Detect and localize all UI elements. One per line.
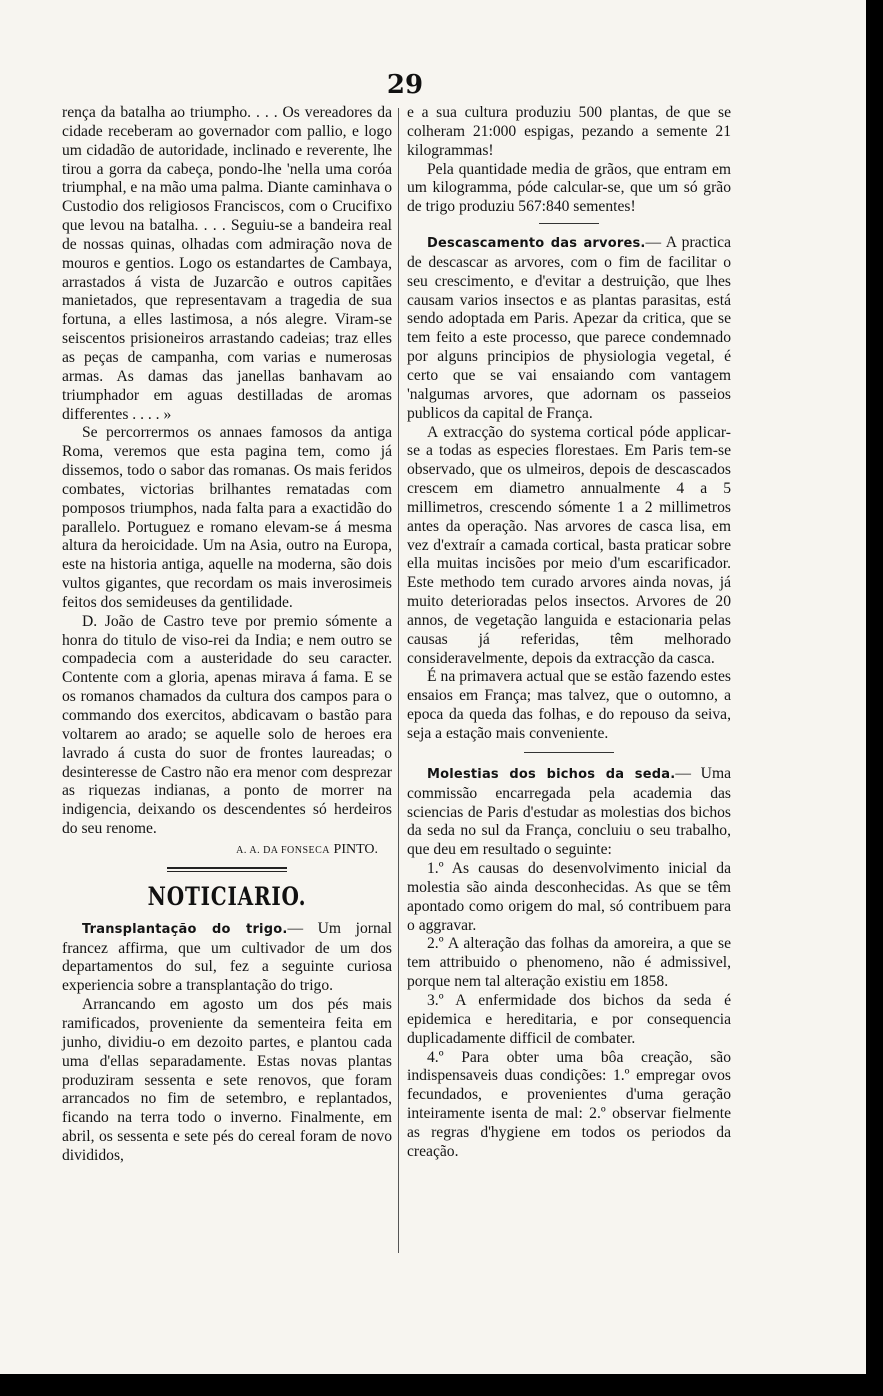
right-column bbox=[407, 104, 731, 1162]
paragraph: e a sua cultura produziu 500 plantas, de que se colheram 21:000 espigas, pezando a semente 21 kilogrammas! bbox=[407, 104, 731, 159]
short-rule-divider bbox=[539, 223, 599, 224]
left-column bbox=[62, 104, 392, 1166]
list-item: 2.º A alteração das folhas da amoreira, a que se tem attribuido o phenomeno, não é admissivel, porque nem tal alteração existiu em 1858. bbox=[407, 935, 731, 991]
paragraph: Pela quantidade media de grãos, que entram em um kilogramma, póde calcular-se, que um só grão de trigo produziu 567:840 sementes! bbox=[407, 160, 731, 216]
article-lead: — A practica de descascar as arvores, com o fim de facilitar o seu crescimento, e d'evitar a destruição, que lhes causam varios insectos e as plantas parasitas, está sendo adoptada em Paris. Apezar da critica, que se tem feito a este processo, que parece condemnado por alguns principios de physiologia vegetal, é certo que se vai ensaiando com vantagem 'nalgumas arvores, que adornam os passeios publicos da capital de França. bbox=[407, 234, 731, 422]
article-descascamento bbox=[407, 234, 731, 423]
paragraph: D. João de Castro teve por premio sómente a honra do titulo de viso-rei da India; e nem outro se compadecia com a austeridade do seu caracter. Contente com a gloria, apenas mirava á fama. E se os romanos chamados da cultura dos campos para o commando dos exercitos, abdicavam o bastão para voltarem ao arado; se aquelle solo de heroes era lavrado á custa do suor de frontes laureadas; o desinteresse de Castro não era menor com desprezar as riquezas indianas, a ponto de morrer na indigencia, deixando os descendentes só herdeiros do seu renome. bbox=[62, 612, 392, 838]
list-item: 1.º As causas do desenvolvimento inicial da molestia são ainda desconhecidas. As que se têm apontado como origem do mal, só contribuem para o aggravar. bbox=[407, 860, 731, 934]
paragraph: A extracção do systema cortical póde applicar-se a todas as especies florestaes. Em Paris tem-se observado, que os ulmeiros, depois de descascados crescem em diametro annualmente 4 a 5 millimetros, crescendo sómente 1 a 2 millimetros antes da operação. Nas arvores de casca lisa, em vez d'extraír a camada cortical, basta praticar sobre ella muitas incisões por meio d'um escarificador. Este methodo tem curado arvores ainda novas, já muito deterioradas pelos insectos. Arvores de 20 annos, de vegetação languida e estacionaria pelas causas já referidas, têm melhorado consideravelmente, depois da extracção da casca. bbox=[407, 423, 731, 667]
list-item: 3.º A enfermidade dos bichos da seda é epidemica e hereditaria, e por consequencia duplicadamente difficil de combater. bbox=[407, 991, 731, 1047]
signature-name: PINTO. bbox=[333, 841, 378, 857]
paragraph: Se percorrermos os annaes famosos da antiga Roma, veremos que esta pagina tem, como já dissemos, todo o sabor das romanas. Os mais feridos combates, victorias brilhantes rematadas com pomposos triumphos, nada falta para a exactidão do parallelo. Portuguez e romano elevam-se á mesma altura da heroicidade. Um na Asia, outro na Europa, este na historia antiga, aquelle na moderna, são dois vultos gigantes, que recordam os mais inverosimeis feitos dos semideuses da gentilidade. bbox=[62, 424, 392, 611]
article-title: Transplantação do trigo. bbox=[82, 921, 288, 937]
column-rule bbox=[398, 108, 399, 1253]
paragraph: É na primavera actual que se estão fazendo estes ensaios em França; mas talvez, que o outomno, a epoca da queda das folhas, e do repouso da seiva, seja a estação mais conveniente. bbox=[407, 668, 731, 742]
author-signature bbox=[62, 841, 378, 861]
paragraph: rença da batalha ao triumpho. . . . Os vereadores da cidade receberam ao governador com pallio, e logo um cidadão de autoridade, inclinado e reverente, lhe tirou a gorra da cabeça, pondo-lhe 'nella uma coróa triumphal, e na mão uma palma. Diante caminhava o Custodio dos religiosos Franciscos, com o Crucifixo que levou na batalha. . . . Seguiu-se a bandeira real de nossas quinas, olhadas com admiração nova de mouros e gentios. Logo os estandartes de Cambaya, arrastados á vista de Juzarcão e outros capitães manietados, que representavam a tragedia de sua fortuna, a elles lastimosa, a nós alegre. Viram-se seiscentos prisioneiros arrastando cadeias; traz elles as peças de campanha, com varias e numerosas armas. As damas das janellas banhavam ao triumphador em aguas destilladas de aromas differentes . . . . » bbox=[62, 104, 392, 423]
signature-initials: A. A. DA FONSECA bbox=[236, 844, 331, 856]
article-title: Molestias dos bichos da seda. bbox=[427, 766, 676, 782]
double-rule-divider bbox=[167, 867, 287, 872]
short-rule-divider bbox=[524, 752, 614, 753]
paragraph: Arrancando em agosto um dos pés mais ramificados, proveniente da sementeira feita em junho, dividiu-o em dezoito partes, e plantou cada uma d'ellas separadamente. Estas novas plantas produziram sessenta e sete renovos, que foram arrancados no fim de setembro, e replantados, ficando na terra todo o inverno. Finalmente, em abril, os sessenta e sete pés do cereal foram de novo divididos, bbox=[62, 996, 392, 1164]
list-item: 4.º Para obter uma bôa creação, são indispensaveis duas condições: 1.º empregar ovos fecundados, e provenientes d'uma geração inteiramente isenta de mal: 2.º observar fielmente as regras d'hygiene em todos os periodos da creação. bbox=[407, 1048, 731, 1160]
article-transplantacao bbox=[62, 920, 392, 996]
article-lead: — Uma commissão encarregada pela academia das sciencias de Paris d'estudar as molestias dos bichos da seda no sul da França, concluiu o seu trabalho, que deu em resultado o seguinte: bbox=[407, 764, 731, 859]
article-title: Descascamento das arvores. bbox=[427, 236, 646, 252]
article-lead: — Um jornal francez affirma, que um cultivador de um dos departamentos do sul, fez a seguinte curiosa experiencia sobre a transplantação do trigo. bbox=[62, 919, 392, 995]
page-number: 29 bbox=[386, 70, 424, 100]
section-heading: NOTICIARIO. bbox=[147, 881, 307, 911]
article-molestias bbox=[407, 765, 731, 860]
